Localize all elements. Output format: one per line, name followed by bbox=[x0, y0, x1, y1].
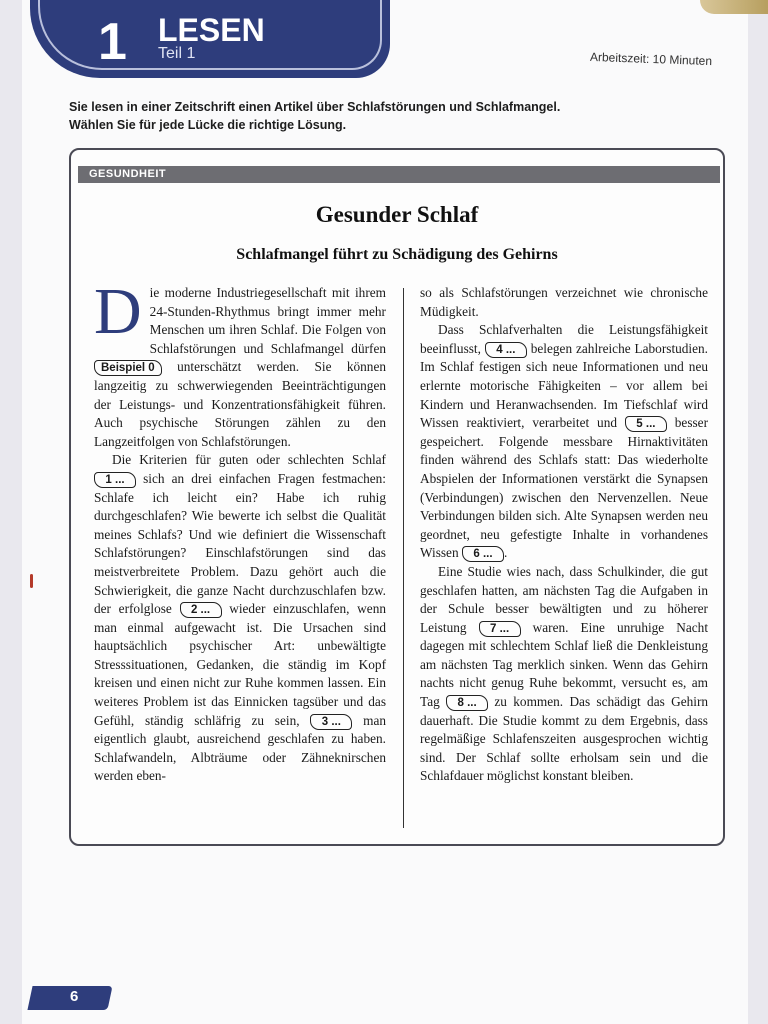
paragraph bbox=[420, 563, 708, 786]
text: Die Kriterien für guten oder schlechten Schlaf bbox=[112, 452, 386, 468]
column-divider bbox=[403, 288, 404, 828]
instructions bbox=[69, 98, 629, 134]
article-column-left bbox=[94, 275, 387, 786]
gap-4[interactable]: 4 ... bbox=[485, 342, 527, 358]
page-number: 6 bbox=[70, 988, 79, 1005]
text: so als Schlafstörungen verzeichnet wie chronische Müdigkeit. bbox=[420, 285, 708, 319]
text: Eine Studie wies nach, dass Schulkinder, die gut geschlafen hatten, am nächsten Tag die Aufgaben in der Schule besser bewältigten und zu höherer Leistung bbox=[420, 563, 708, 635]
text: besser gespeichert. Folgende messbare Hirnaktivitäten finden während des Schlafs statt: Das wiederholte Abspielen der Informationen verstärkt die Synapsen (Verbindungen) zwischen den Nervenzellen. Neue Verbindungen bilden sich. Alte Synapsen werden neu geordnet, neu gefestigte Inhalte in vorhandenes Wissen bbox=[420, 415, 709, 561]
article-title: Gesunder Schlaf bbox=[315, 202, 479, 227]
gap-example-0: Beispiel 0 bbox=[94, 360, 162, 376]
gap-7[interactable]: 7 ... bbox=[479, 621, 521, 637]
gap-3[interactable]: 3 ... bbox=[310, 714, 352, 730]
text: sich an drei einfachen Fragen festmachen: Schlafe ich leicht ein? Habe ich ruhig durchgeschlafen? Wie bewerte ich selbst die Qualität meines Schlafs? Und wie definiert die Wissenschaft Schlafstörungen? Einschlafstörungen sind das meistverbreitete Problem. Dazu gehört auch die Schwierigkeit, die ganze Nacht durchzuschlafen bzw. der erfolglose bbox=[94, 470, 386, 617]
gap-8[interactable]: 8 ... bbox=[446, 695, 488, 711]
text: unterschätzt werden. Sie können langzeitig zu schwerwiegenden Beeinträchtigungen der Leistungs- und Konzentrationsfähigkeit führen. Auch psychische Störungen zählen zu den Langzeitfolgen von Schlafstörungen. bbox=[94, 359, 386, 449]
corner-decoration bbox=[700, 0, 768, 14]
text: . bbox=[503, 545, 508, 561]
text: ie moderne Industriegesellschaft mit ihrem 24-Stunden-Rhythmus bringt immer mehr Menschen um ihren Schlaf. Die Folgen von Schlafstörungen und Schlafmangel dürfen bbox=[149, 285, 386, 356]
gap-1[interactable]: 1 ... bbox=[94, 472, 136, 488]
article-subtitle: Schlafmangel führt zu Schädigung des Gehirns bbox=[236, 246, 558, 263]
text: waren. Eine unruhige Nacht dagegen mit schlechtem Schlaf ließ die Denkleistung am nächsten Tag merklich sinken. Wenn das Gehirn nachts nicht genug Ruhe bekommt, versucht es, am Tag bbox=[420, 619, 709, 710]
text: Dass Schlafverhalten die Leistungsfähigkeit beeinflusst, bbox=[420, 322, 708, 356]
text: belegen zahlreiche Laborstudien. Im Schlaf festigen sich neue Informationen und neu erlernte motorische Fähigkeiten – vor allem bei Kindern und Heranwachsenden. Im Tiefschlaf wird Wissen reaktiviert, verarbeitet und bbox=[420, 340, 708, 431]
category-banner: GESUNDHEIT bbox=[78, 166, 720, 183]
instructions-line-2: Wählen Sie für jede Lücke die richtige Lösung. bbox=[69, 118, 347, 132]
paragraph bbox=[420, 321, 708, 563]
paragraph bbox=[94, 275, 386, 451]
article-column-right bbox=[420, 284, 708, 786]
paragraph bbox=[420, 284, 708, 321]
instructions-line-1: Sie lesen in einer Zeitschrift einen Artikel über Schlafstörungen und Schlafmangel. bbox=[69, 100, 561, 114]
paragraph bbox=[94, 451, 386, 786]
gap-6[interactable]: 6 ... bbox=[462, 546, 504, 562]
drop-cap: D bbox=[94, 275, 142, 348]
chapter-number: 1 bbox=[98, 13, 127, 71]
text: wieder einzuschlafen, wenn man einmal aufgewacht ist. Die Ursachen sind hauptsächlich psychischer Art: unbewältigte Stresssituationen, Gedanken, die ständig im Kopf kreisen und einen nicht zur Ruhe kommen lassen. Ein weiteres Problem ist das Einnicken tagsüber und das Gefühl, ständig schläfrig zu sein, bbox=[94, 601, 386, 728]
chapter-title: LESEN bbox=[158, 12, 265, 48]
chapter-part: Teil 1 bbox=[158, 45, 196, 62]
gap-5[interactable]: 5 ... bbox=[625, 416, 667, 432]
work-time: Arbeitszeit: 10 Minuten bbox=[589, 49, 713, 69]
gap-2[interactable]: 2 ... bbox=[180, 602, 222, 618]
margin-mark bbox=[30, 574, 33, 588]
text: zu kommen. Das schädigt das Gehirn dauerhaft. Die Studie kommt zu dem Ergebnis, dass regelmäßige Schlafenszeiten ausgesprochen wichtig sind. Der Schlaf sollte erholsam sein und die Schlafdauer möglichst konstant bleiben. bbox=[420, 694, 709, 784]
text: man eigentlich glaubt, ausreichend geschlafen zu haben. Schlafwandeln, Albträume oder Zähneknirschen werden eben- bbox=[94, 712, 387, 784]
